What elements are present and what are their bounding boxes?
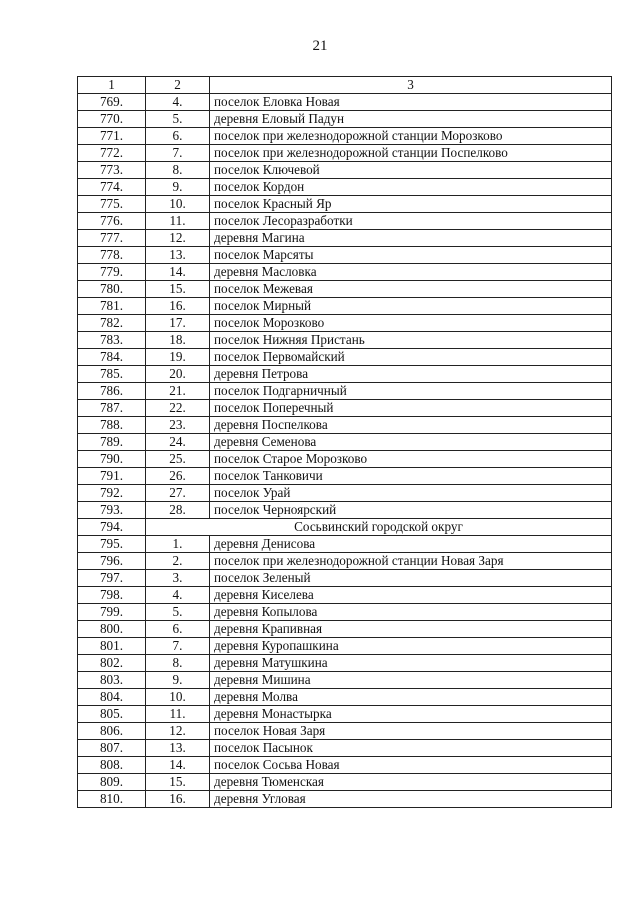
table-row xyxy=(78,587,612,604)
table-row xyxy=(78,451,612,468)
row-number: 795. xyxy=(78,536,146,553)
row-number: 781. xyxy=(78,298,146,315)
table-row xyxy=(78,740,612,757)
table-row xyxy=(78,638,612,655)
settlement-name: поселок Лесоразработки xyxy=(210,213,612,230)
row-number: 777. xyxy=(78,230,146,247)
settlement-name: поселок Еловка Новая xyxy=(210,94,612,111)
local-number: 15. xyxy=(146,281,210,298)
settlement-name: поселок Зеленый xyxy=(210,570,612,587)
settlement-name: поселок Морозково xyxy=(210,315,612,332)
settlement-name: поселок Мирный xyxy=(210,298,612,315)
table-row xyxy=(78,757,612,774)
row-number: 798. xyxy=(78,587,146,604)
table-row xyxy=(78,417,612,434)
settlement-name: деревня Угловая xyxy=(210,791,612,808)
table-row xyxy=(78,774,612,791)
row-number: 805. xyxy=(78,706,146,723)
table-row xyxy=(78,689,612,706)
local-number: 4. xyxy=(146,587,210,604)
settlement-name: поселок Подгарничный xyxy=(210,383,612,400)
row-number: 780. xyxy=(78,281,146,298)
table-row xyxy=(78,570,612,587)
settlement-name: поселок Сосьва Новая xyxy=(210,757,612,774)
table-row xyxy=(78,434,612,451)
local-number: 4. xyxy=(146,94,210,111)
table-row xyxy=(78,604,612,621)
table-row xyxy=(78,94,612,111)
row-number: 806. xyxy=(78,723,146,740)
settlement-name: деревня Семенова xyxy=(210,434,612,451)
row-number: 787. xyxy=(78,400,146,417)
settlement-name: деревня Поспелкова xyxy=(210,417,612,434)
table-row xyxy=(78,315,612,332)
settlement-name: поселок Танковичи xyxy=(210,468,612,485)
table-row xyxy=(78,706,612,723)
table-row xyxy=(78,111,612,128)
district-title: Сосьвинский городской округ xyxy=(146,519,612,536)
table-row xyxy=(78,281,612,298)
row-number: 804. xyxy=(78,689,146,706)
row-number: 797. xyxy=(78,570,146,587)
row-number: 772. xyxy=(78,145,146,162)
table-row xyxy=(78,672,612,689)
settlement-name: деревня Мишина xyxy=(210,672,612,689)
settlement-name: поселок Урай xyxy=(210,485,612,502)
local-number: 8. xyxy=(146,655,210,672)
row-number: 773. xyxy=(78,162,146,179)
row-number: 778. xyxy=(78,247,146,264)
settlement-name: деревня Молва xyxy=(210,689,612,706)
settlement-name: поселок при железнодорожной станции Новая Заря xyxy=(210,553,612,570)
settlement-name: поселок Ключевой xyxy=(210,162,612,179)
table-row xyxy=(78,502,612,519)
local-number: 17. xyxy=(146,315,210,332)
table-group-row xyxy=(78,519,612,536)
settlement-name: деревня Тюменская xyxy=(210,774,612,791)
local-number: 9. xyxy=(146,672,210,689)
local-number: 14. xyxy=(146,264,210,281)
settlement-name: поселок Пасынок xyxy=(210,740,612,757)
local-number: 6. xyxy=(146,128,210,145)
table-row xyxy=(78,536,612,553)
local-number: 5. xyxy=(146,604,210,621)
table-body xyxy=(78,94,612,808)
settlement-name: деревня Киселева xyxy=(210,587,612,604)
table-row xyxy=(78,162,612,179)
row-number: 807. xyxy=(78,740,146,757)
table-row xyxy=(78,383,612,400)
table-row xyxy=(78,196,612,213)
table-row xyxy=(78,400,612,417)
local-number: 20. xyxy=(146,366,210,383)
local-number: 5. xyxy=(146,111,210,128)
local-number: 25. xyxy=(146,451,210,468)
table-row xyxy=(78,553,612,570)
local-number: 16. xyxy=(146,791,210,808)
column-header-1: 1 xyxy=(78,77,146,94)
settlement-name: поселок Марсяты xyxy=(210,247,612,264)
row-number: 792. xyxy=(78,485,146,502)
table-row xyxy=(78,179,612,196)
table-row xyxy=(78,264,612,281)
row-number: 808. xyxy=(78,757,146,774)
row-number: 809. xyxy=(78,774,146,791)
local-number: 12. xyxy=(146,723,210,740)
local-number: 7. xyxy=(146,145,210,162)
row-number: 776. xyxy=(78,213,146,230)
row-number: 791. xyxy=(78,468,146,485)
local-number: 9. xyxy=(146,179,210,196)
settlement-name: поселок Поперечный xyxy=(210,400,612,417)
row-number: 796. xyxy=(78,553,146,570)
table-row xyxy=(78,655,612,672)
column-header-2: 2 xyxy=(146,77,210,94)
table-row xyxy=(78,723,612,740)
local-number: 3. xyxy=(146,570,210,587)
row-number: 769. xyxy=(78,94,146,111)
local-number: 1. xyxy=(146,536,210,553)
settlement-name: деревня Денисова xyxy=(210,536,612,553)
table-row xyxy=(78,247,612,264)
settlement-name: поселок Нижняя Пристань xyxy=(210,332,612,349)
row-number: 786. xyxy=(78,383,146,400)
settlement-name: поселок Межевая xyxy=(210,281,612,298)
row-number: 794. xyxy=(78,519,146,536)
table-row xyxy=(78,298,612,315)
column-header-3: 3 xyxy=(210,77,612,94)
local-number: 16. xyxy=(146,298,210,315)
table-row xyxy=(78,468,612,485)
table-row xyxy=(78,230,612,247)
row-number: 774. xyxy=(78,179,146,196)
settlement-name: деревня Крапивная xyxy=(210,621,612,638)
page-number: 21 xyxy=(312,38,328,54)
settlement-name: поселок при железнодорожной станции Поспелково xyxy=(210,145,612,162)
row-number: 785. xyxy=(78,366,146,383)
table-header-row xyxy=(78,77,612,94)
row-number: 771. xyxy=(78,128,146,145)
row-number: 790. xyxy=(78,451,146,468)
local-number: 28. xyxy=(146,502,210,519)
row-number: 799. xyxy=(78,604,146,621)
table-row xyxy=(78,213,612,230)
local-number: 15. xyxy=(146,774,210,791)
table-row xyxy=(78,621,612,638)
local-number: 2. xyxy=(146,553,210,570)
settlement-name: поселок Красный Яр xyxy=(210,196,612,213)
row-number: 810. xyxy=(78,791,146,808)
row-number: 782. xyxy=(78,315,146,332)
row-number: 788. xyxy=(78,417,146,434)
settlement-name: деревня Еловый Падун xyxy=(210,111,612,128)
settlement-name: поселок при железнодорожной станции Морозково xyxy=(210,128,612,145)
settlement-name: поселок Первомайский xyxy=(210,349,612,366)
row-number: 789. xyxy=(78,434,146,451)
settlement-name: деревня Копылова xyxy=(210,604,612,621)
local-number: 10. xyxy=(146,689,210,706)
local-number: 26. xyxy=(146,468,210,485)
settlement-name: поселок Черноярский xyxy=(210,502,612,519)
settlement-name: поселок Старое Морозково xyxy=(210,451,612,468)
settlement-name: поселок Новая Заря xyxy=(210,723,612,740)
local-number: 7. xyxy=(146,638,210,655)
local-number: 14. xyxy=(146,757,210,774)
row-number: 770. xyxy=(78,111,146,128)
table-row xyxy=(78,791,612,808)
settlement-name: поселок Кордон xyxy=(210,179,612,196)
row-number: 801. xyxy=(78,638,146,655)
row-number: 802. xyxy=(78,655,146,672)
settlement-name: деревня Магина xyxy=(210,230,612,247)
local-number: 19. xyxy=(146,349,210,366)
row-number: 803. xyxy=(78,672,146,689)
local-number: 13. xyxy=(146,247,210,264)
table-row xyxy=(78,128,612,145)
local-number: 12. xyxy=(146,230,210,247)
row-number: 784. xyxy=(78,349,146,366)
local-number: 11. xyxy=(146,213,210,230)
local-number: 23. xyxy=(146,417,210,434)
table-row xyxy=(78,485,612,502)
local-number: 13. xyxy=(146,740,210,757)
row-number: 779. xyxy=(78,264,146,281)
row-number: 793. xyxy=(78,502,146,519)
local-number: 11. xyxy=(146,706,210,723)
local-number: 10. xyxy=(146,196,210,213)
settlement-name: деревня Петрова xyxy=(210,366,612,383)
settlements-table xyxy=(77,76,612,808)
local-number: 6. xyxy=(146,621,210,638)
row-number: 775. xyxy=(78,196,146,213)
local-number: 8. xyxy=(146,162,210,179)
table-row xyxy=(78,366,612,383)
settlement-name: деревня Матушкина xyxy=(210,655,612,672)
settlement-name: деревня Масловка xyxy=(210,264,612,281)
local-number: 18. xyxy=(146,332,210,349)
row-number: 783. xyxy=(78,332,146,349)
local-number: 21. xyxy=(146,383,210,400)
local-number: 24. xyxy=(146,434,210,451)
settlement-name: деревня Куропашкина xyxy=(210,638,612,655)
table-row xyxy=(78,145,612,162)
settlement-name: деревня Монастырка xyxy=(210,706,612,723)
local-number: 22. xyxy=(146,400,210,417)
row-number: 800. xyxy=(78,621,146,638)
table-row xyxy=(78,349,612,366)
table-row xyxy=(78,332,612,349)
local-number: 27. xyxy=(146,485,210,502)
